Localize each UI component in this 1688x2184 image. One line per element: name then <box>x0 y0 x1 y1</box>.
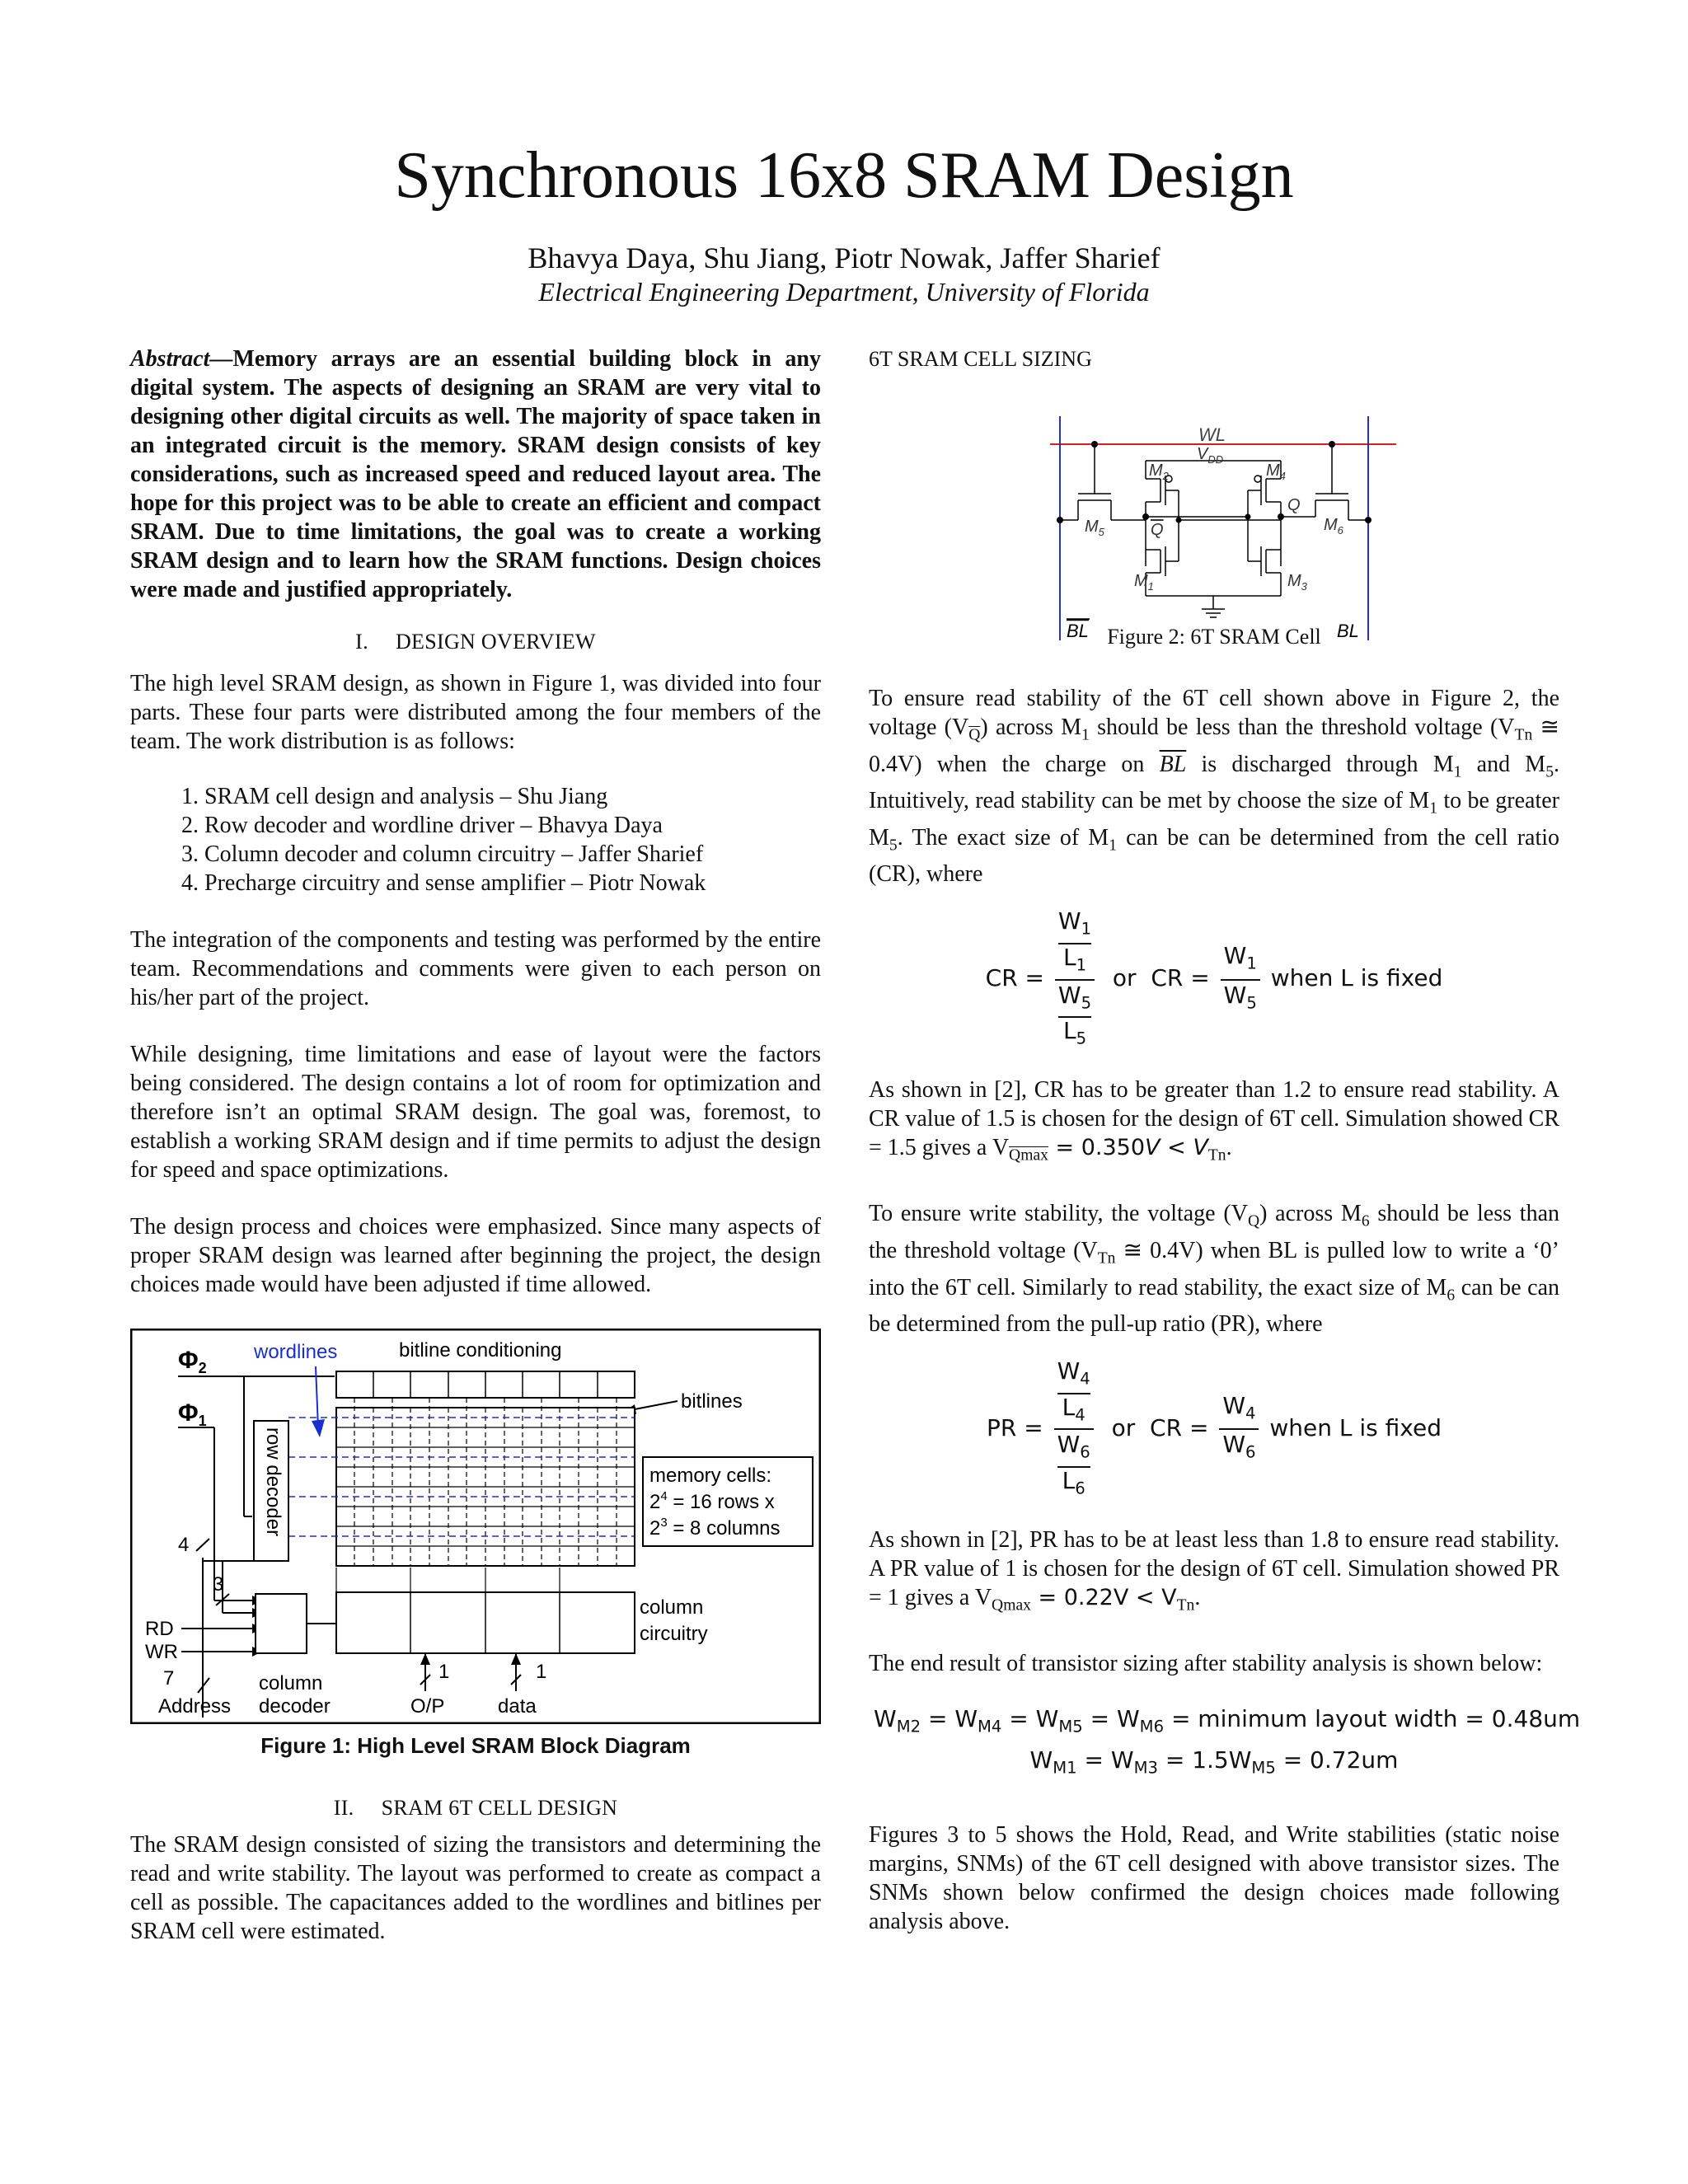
section-heading-design-overview: I. DESIGN OVERVIEW <box>355 630 596 654</box>
rd-label: RD <box>145 1618 174 1640</box>
m2-label: $M_2$ <box>1149 462 1169 482</box>
paragraph: Figures 3 to 5 shows the Hold, Read, and Write stabilities (static noise margins, SNMs) of the 6T cell designed with above transistor sizes. The SNMs shown below confirmed the design choices made following analysis above. <box>869 1822 1559 1935</box>
list-item: 3. Column decoder and column circuitry – Jaffer Sharief <box>204 840 821 869</box>
m4-label: $M_4$ <box>1266 462 1286 482</box>
svg-text:column: column <box>640 1596 704 1619</box>
row-decoder-block <box>254 1421 288 1561</box>
q-label: Q <box>1287 496 1301 514</box>
phi2-label: $\Phi_2$ <box>178 1347 207 1376</box>
paragraph: The design process and choices were emphasized. Since many aspects of proper SRAM design was learned after beginning the project, the design choices made would have been adjusted if time allowed. <box>130 1214 821 1297</box>
paragraph: While designing, time limitations and ease of layout were the factors being considered. The design contains a lot of room for optimization and therefore isn’t an optimal SRAM design. The goal was, foremost, to establish a working SRAM design and if time permits to adjust the design for speed and space optimizations. <box>130 1042 821 1183</box>
abstract-label: Abstract— <box>130 346 233 372</box>
list-item: 1. SRAM cell design and analysis – Shu Jiang <box>204 782 821 811</box>
paragraph: The end result of transistor sizing after stability analysis is shown below: <box>869 1651 1543 1677</box>
sizing-line-2: $W_{M1} = W_{M3} = 1.5W_{M5} = 0.72um$ <box>1029 1746 1399 1778</box>
authors: Bhavya Daya, Shu Jiang, Piotr Nowak, Jaffer Sharief <box>528 241 1160 274</box>
memory-array <box>288 1398 635 1566</box>
pull-up-ratio-paragraph: As shown in [2], PR has to be at least less than 1.8 to ensure read stability. A PR value of 1 is chosen for the design of 6T cell. Simulation showed PR = 1 gives a $V_{Qmax} = 0.22V < V_{Tn}$. <box>869 1526 1559 1615</box>
sizing-line-1: $W_{M2} = W_{M4} = W_{M5} = W_{M6}$ = minimum layout width = 0.48um <box>874 1705 1581 1736</box>
data-label: data <box>498 1695 537 1718</box>
list-item: 2. Row decoder and wordline driver – Bhavya Daya <box>204 811 821 840</box>
paragraph: The SRAM design consisted of sizing the transistors and determining the read and write stability. The layout was performed to create as compact a cell as possible. The capacitances added to the wordlines and bitlines per SRAM cell were estimated. <box>130 1832 821 1944</box>
paper-title: Synchronous 16x8 SRAM Design <box>394 139 1294 212</box>
qbar-label: Q <box>1151 521 1164 539</box>
bl-label: BL <box>1337 621 1359 641</box>
blbar-label: BL <box>1067 621 1089 641</box>
work-distribution-list <box>130 782 821 898</box>
m1-label: $M_1$ <box>1134 572 1154 593</box>
abstract <box>130 344 821 604</box>
op-label: O/P <box>410 1695 445 1718</box>
bitline-conditioning-label: bitline conditioning <box>399 1339 562 1361</box>
read-stability-paragraph: To ensure read stability of the 6T cell shown above in Figure 2, the voltage $(V_{\overline{Q}})$ across $M_1$ should be less than the threshold voltage ($V_{Tn}$ ≅ 0.4V) when the charge on $\overline{BL}$ is discharged through $M_1$ and $M_5$. Intuitively, read stability can be met by choose the size of $M_1$ to be greater $M_5$. The exact size of $M_1$ can be can be determined from the cell ratio (CR), where <box>869 686 1560 888</box>
m6-label: $M_6$ <box>1324 516 1343 537</box>
cell-ratio-paragraph: As shown in [2], CR has to be greater than 1.2 to ensure read stability. A CR value of 1.5 is chosen for the design of 6T cell. Simulation showed CR = 1.5 gives a $V_{Qmax} = 0.350V < V_{Tn}$. <box>869 1076 1559 1165</box>
bitlines-label: bitlines <box>681 1390 743 1413</box>
figure-1-caption: Figure 1: High Level SRAM Block Diagram <box>260 1733 691 1758</box>
subsection-heading: 6T SRAM CELL SIZING <box>869 347 1092 371</box>
bus-width-7: 7 <box>163 1667 175 1690</box>
svg-text:24 = 16 rows x: $2^4 = 16$ rows x <box>649 1489 775 1513</box>
svg-text:memory cells:: memory cells: <box>649 1465 772 1487</box>
paragraph: The high level SRAM design, as shown in Figure 1, was divided into four parts. These four parts were distributed among the four members of the team. The work distribution is as follows: <box>130 671 821 754</box>
write-stability-paragraph: To ensure write stability, the voltage $(V_Q)$ across $M_6$ should be less than the threshold voltage ($V_{Tn}$ ≅ 0.4V) when BL is pulled low to write a ‘0’ into the 6T cell. Similarly to read stability, the exact size of $M_6$ can be can be determined from the pull-up ratio (PR), where <box>869 1201 1560 1338</box>
paragraph: The integration of the components and testing was performed by the entire team. Recommendations and comments were given to each person on his/her part of the project. <box>130 927 821 1010</box>
pull-up-ratio-equation: PR = $\frac{\frac{W_4}{L_4}}{\frac{W_6}{L_6}}$ or CR = $\frac{W_4}{W_6}$ when L is fixed <box>986 1357 1442 1498</box>
figure-2-6t-cell-schematic <box>869 378 1559 650</box>
svg-text:23 = 8 columns: $2^3 = 8$ columns <box>649 1516 781 1540</box>
abstract-text: Memory arrays are an essential building block in any digital system. The aspects of designing an SRAM are very vital to designing other digital circuits as well. The majority of space taken in an integrated circuit is the memory. SRAM design consists of key considerations, such as increased speed and reduced layout area. The hope for this project was to be able to create an efficient and compact SRAM. Due to time limitations, the goal was to create a working SRAM design and to learn how the SRAM functions. Design choices were made and justified appropriately. <box>130 346 821 602</box>
op-count: 1 <box>438 1661 450 1683</box>
wr-label: WR <box>145 1641 178 1663</box>
phi1-label: $\Phi_1$ <box>178 1399 207 1429</box>
m3-label: $M_3$ <box>1287 572 1307 593</box>
bus-width-3: 3 <box>213 1573 224 1596</box>
wordlines-label: wordlines <box>254 1341 338 1363</box>
section-heading-6t-cell-design: II. SRAM 6T CELL DESIGN <box>333 1796 618 1820</box>
vdd-label: $V_{DD}$ <box>1197 445 1224 466</box>
bus-width-4: 4 <box>178 1534 190 1556</box>
wl-label: WL <box>1198 424 1226 445</box>
figure-1-block-diagram <box>130 1329 821 1724</box>
left-column <box>130 344 821 1946</box>
svg-text:column: column <box>259 1672 323 1694</box>
memory-cells-note <box>643 1457 813 1546</box>
bitline-conditioning-block <box>336 1371 635 1398</box>
svg-text:decoder: decoder <box>259 1695 331 1718</box>
transistor-sizing-equations <box>869 1703 1581 1784</box>
right-column <box>869 344 1581 1936</box>
figure-2-caption: Figure 2: 6T SRAM Cell <box>1107 625 1321 649</box>
address-label: Address <box>158 1695 232 1718</box>
list-item: 4. Precharge circuitry and sense amplifier – Piotr Nowak <box>204 869 821 898</box>
svg-text:circuitry: circuitry <box>640 1623 708 1645</box>
svg-text:row decoder: row decoder <box>262 1427 284 1537</box>
data-count: 1 <box>536 1661 547 1683</box>
cell-ratio-equation: CR = $\frac{\frac{W_1}{L_1}}{\frac{W_5}{L_5}}$ or CR = $\frac{W_1}{W_5}$ when L is fixed <box>985 907 1443 1048</box>
affiliation: Electrical Engineering Department, University of Florida <box>538 277 1150 307</box>
m5-label: $M_5$ <box>1085 518 1104 538</box>
